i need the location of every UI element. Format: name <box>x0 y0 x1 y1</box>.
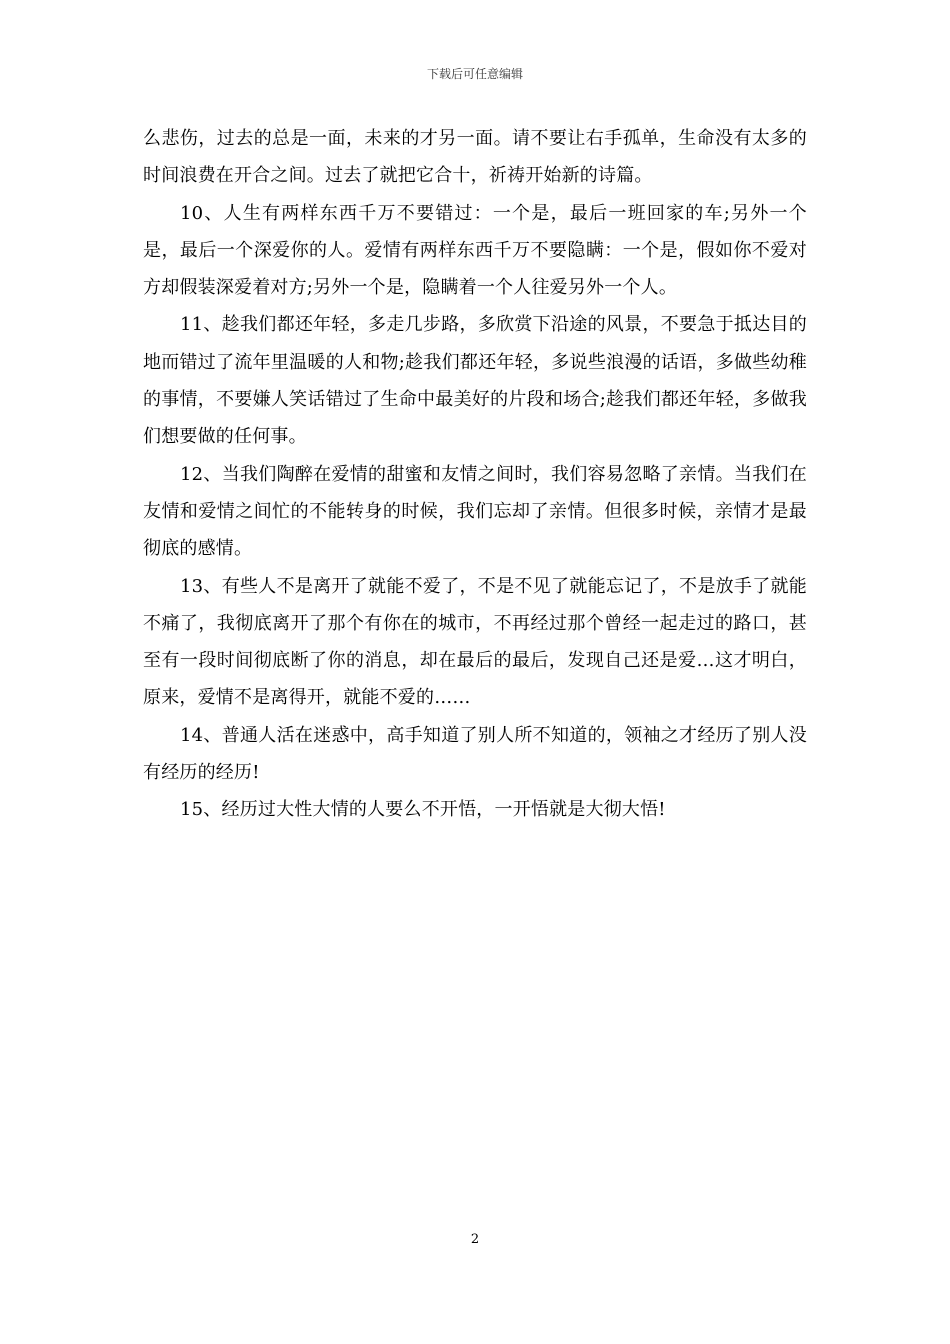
paragraph-12: 12、当我们陶醉在爱情的甜蜜和友情之间时，我们容易忽略了亲情。当我们在友情和爱情之间忙的不能转身的时候，我们忘却了亲情。但很多时候，亲情才是最彻底的感情。 <box>143 463 807 560</box>
paragraph-13: 13、有些人不是离开了就能不爱了，不是不见了就能忘记了，不是放手了就能不痛了，我彻底离开了那个有你在的城市，不再经过那个曾经一起走过的路口，甚至有一段时间彻底断了你的消息，却在最后的最后，发现自己还是爱…这才明白，原来，爱情不是离得开，就能不爱的…… <box>143 575 807 709</box>
paragraph-15: 15、经历过大性大情的人要么不开悟，一开悟就是大彻大悟! <box>180 799 666 821</box>
paragraph-10: 10、人生有两样东西千万不要错过：一个是，最后一班回家的车;另外一个是，最后一个深爱你的人。爱情有两样东西千万不要隐瞒：一个是，假如你不爱对方却假装深爱着对方;另外一个是，隐瞒着一个人往爱另外一个人。 <box>143 202 807 299</box>
page-number: 2 <box>470 1232 480 1247</box>
page-header: 下载后可任意编辑 <box>426 67 523 81</box>
paragraph-continuation: 么悲伤，过去的总是一面，未来的才另一面。请不要让右手孤单，生命没有太多的时间浪费在开合之间。过去了就把它合十，祈祷开始新的诗篇。 <box>143 128 807 187</box>
document-body <box>143 120 807 829</box>
paragraph-11: 11、趁我们都还年轻，多走几步路，多欣赏下沿途的风景，不要急于抵达目的地而错过了流年里温暖的人和物;趁我们都还年轻，多说些浪漫的话语，多做些幼稚的事情，不要嫌人笑话错过了生命中最美好的片段和场合;趁我们都还年轻，多做我们想要做的任何事。 <box>143 314 807 448</box>
paragraph-14: 14、普通人活在迷惑中，高手知道了别人所不知道的，领袖之才经历了别人没有经历的经历! <box>143 724 807 784</box>
